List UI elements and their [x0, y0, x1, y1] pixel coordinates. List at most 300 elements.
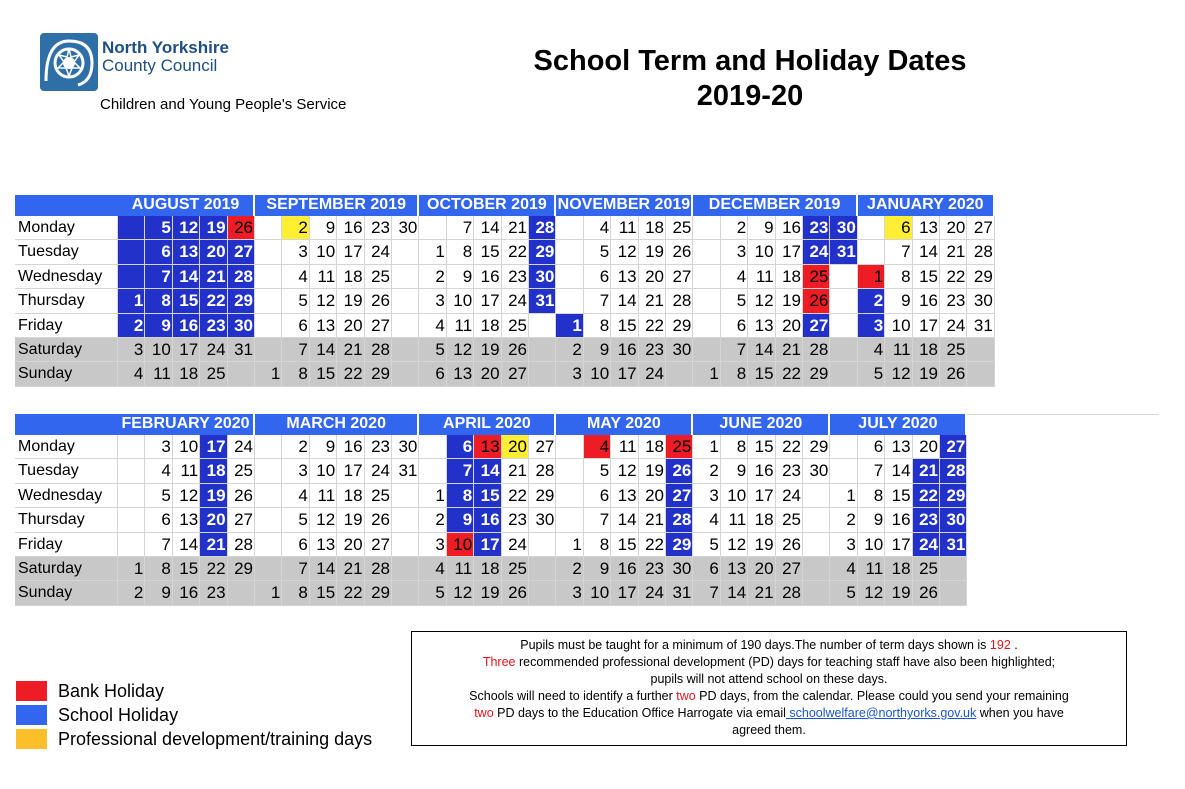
- date-cell: 11: [858, 557, 885, 581]
- date-cell: 11: [721, 508, 748, 532]
- date-cell: 16: [885, 508, 912, 532]
- date-cell: 4: [584, 435, 611, 459]
- date-cell: 2: [858, 289, 885, 313]
- notice-text: PD days, from the calendar. Please could you send your remaining: [695, 689, 1069, 703]
- date-cell: 20: [200, 240, 227, 264]
- date-cell: 11: [310, 265, 337, 289]
- date-cell: 4: [118, 362, 145, 386]
- date-cell: 28: [803, 338, 830, 362]
- date-cell: 2: [419, 508, 446, 532]
- date-cell: 23: [803, 216, 830, 240]
- empty-cell: [940, 557, 967, 581]
- empty-cell: [228, 362, 255, 386]
- date-cell: 27: [967, 216, 994, 240]
- date-cell: 4: [419, 314, 446, 338]
- empty-cell: [529, 314, 556, 338]
- empty-cell: [419, 459, 446, 483]
- notice-text: Schools will need to identify a further: [469, 689, 677, 703]
- date-cell: 22: [913, 484, 940, 508]
- date-cell: 22: [639, 314, 666, 338]
- date-cell: 21: [337, 557, 364, 581]
- date-cell: 24: [803, 240, 830, 264]
- month-title: DECEMBER 2019: [693, 195, 857, 216]
- date-cell: 20: [337, 314, 364, 338]
- notice-highlight: two: [474, 706, 494, 720]
- empty-cell: [255, 533, 282, 557]
- date-cell: 18: [776, 265, 803, 289]
- date-cell: 21: [337, 338, 364, 362]
- date-cell: 12: [173, 216, 200, 240]
- date-cell: 27: [529, 435, 556, 459]
- date-cell: 17: [776, 240, 803, 264]
- date-cell: 7: [584, 508, 611, 532]
- date-cell: 28: [228, 265, 255, 289]
- date-cell: 21: [639, 289, 666, 313]
- date-cell: 31: [392, 459, 419, 483]
- date-cell: 29: [803, 362, 830, 386]
- empty-cell: [255, 508, 282, 532]
- date-cell: 28: [228, 533, 255, 557]
- date-cell: 6: [584, 484, 611, 508]
- empty-cell: [392, 533, 419, 557]
- date-cell: 20: [748, 557, 775, 581]
- date-cell: 6: [282, 314, 309, 338]
- date-cell: 7: [282, 338, 309, 362]
- date-cell: 27: [228, 508, 255, 532]
- date-cell: 7: [721, 338, 748, 362]
- date-cell: 19: [337, 508, 364, 532]
- date-cell: 26: [365, 289, 392, 313]
- date-cell: 19: [474, 581, 501, 605]
- date-cell: 7: [693, 581, 720, 605]
- empty-cell: [118, 484, 145, 508]
- empty-cell: [392, 484, 419, 508]
- date-cell: 14: [173, 533, 200, 557]
- date-cell: 3: [556, 362, 583, 386]
- date-cell: 15: [748, 362, 775, 386]
- date-cell: 4: [419, 557, 446, 581]
- date-cell: 10: [145, 338, 172, 362]
- date-cell: 4: [721, 265, 748, 289]
- date-cell: 9: [858, 508, 885, 532]
- date-cell: 14: [913, 240, 940, 264]
- empty-cell: [666, 362, 693, 386]
- date-cell: 25: [228, 459, 255, 483]
- empty-cell: [392, 338, 419, 362]
- date-cell: 18: [474, 557, 501, 581]
- date-cell: 22: [776, 435, 803, 459]
- date-cell: 14: [173, 265, 200, 289]
- date-cell: 23: [639, 338, 666, 362]
- day-label: Saturday: [15, 557, 118, 581]
- date-cell: 2: [556, 557, 583, 581]
- date-cell: 21: [200, 265, 227, 289]
- date-cell: 15: [913, 265, 940, 289]
- date-cell: 15: [474, 240, 501, 264]
- date-cell: 11: [748, 265, 775, 289]
- empty-cell: [529, 557, 556, 581]
- date-cell: 10: [447, 533, 474, 557]
- empty-cell: [830, 435, 857, 459]
- date-cell: 9: [145, 314, 172, 338]
- date-cell: 21: [639, 508, 666, 532]
- date-cell: 30: [803, 459, 830, 483]
- date-cell: 12: [310, 508, 337, 532]
- date-cell: 17: [337, 240, 364, 264]
- date-cell: 30: [529, 508, 556, 532]
- date-cell: 28: [776, 581, 803, 605]
- day-label: Thursday: [15, 289, 118, 313]
- date-cell: 27: [940, 435, 967, 459]
- legend-label: Bank Holiday: [58, 681, 165, 701]
- date-cell: 28: [666, 289, 693, 313]
- date-cell: 30: [830, 216, 857, 240]
- date-cell: 9: [584, 557, 611, 581]
- date-cell: 11: [611, 435, 638, 459]
- date-cell: 26: [666, 240, 693, 264]
- date-cell: 9: [145, 581, 172, 605]
- date-cell: 24: [365, 240, 392, 264]
- date-cell: 28: [666, 508, 693, 532]
- date-cell: 14: [310, 557, 337, 581]
- date-cell: 5: [858, 362, 885, 386]
- date-cell: 6: [858, 435, 885, 459]
- date-cell: 29: [228, 557, 255, 581]
- date-cell: 22: [940, 265, 967, 289]
- date-cell: 3: [282, 240, 309, 264]
- date-cell: 14: [474, 459, 501, 483]
- date-cell: 9: [748, 216, 775, 240]
- date-cell: 10: [310, 240, 337, 264]
- date-cell: 14: [611, 508, 638, 532]
- date-cell: 10: [310, 459, 337, 483]
- date-cell: 9: [885, 289, 912, 313]
- month-title: MARCH 2020: [255, 414, 419, 435]
- date-cell: 15: [310, 362, 337, 386]
- date-cell: 11: [447, 557, 474, 581]
- empty-cell: [392, 265, 419, 289]
- date-cell: 4: [858, 338, 885, 362]
- empty-cell: [255, 240, 282, 264]
- empty-cell: [803, 484, 830, 508]
- month-title: AUGUST 2019: [118, 195, 255, 216]
- date-cell: 21: [200, 533, 227, 557]
- date-cell: 8: [858, 484, 885, 508]
- empty-cell: [693, 265, 720, 289]
- date-cell: 14: [721, 581, 748, 605]
- date-cell: 2: [556, 338, 583, 362]
- date-cell: 1: [556, 533, 583, 557]
- date-cell: 16: [748, 459, 775, 483]
- date-cell: 6: [584, 265, 611, 289]
- date-cell: 21: [940, 240, 967, 264]
- date-cell: 1: [255, 362, 282, 386]
- date-cell: 14: [748, 338, 775, 362]
- date-cell: 18: [885, 557, 912, 581]
- empty-cell: [255, 289, 282, 313]
- date-cell: 21: [502, 459, 529, 483]
- gap-row: [15, 387, 1159, 415]
- date-cell: 22: [776, 362, 803, 386]
- date-cell: 17: [611, 581, 638, 605]
- empty-cell: [556, 484, 583, 508]
- date-cell: 12: [858, 581, 885, 605]
- date-cell: 25: [666, 435, 693, 459]
- notice-line: [418, 705, 1120, 722]
- date-cell: 11: [885, 338, 912, 362]
- date-cell: 12: [721, 533, 748, 557]
- date-cell: 25: [666, 216, 693, 240]
- date-cell: 29: [666, 314, 693, 338]
- date-cell: 27: [666, 265, 693, 289]
- date-cell: 20: [639, 265, 666, 289]
- date-cell: 11: [145, 362, 172, 386]
- empty-cell: [803, 533, 830, 557]
- date-cell: 23: [200, 581, 227, 605]
- date-cell: 27: [666, 484, 693, 508]
- date-cell: 15: [310, 581, 337, 605]
- notice-line: [418, 654, 1120, 671]
- date-cell: 18: [639, 435, 666, 459]
- date-cell: 30: [228, 314, 255, 338]
- empty-cell: [255, 338, 282, 362]
- month-title: JUNE 2020: [693, 414, 830, 435]
- empty-cell: [118, 265, 145, 289]
- date-cell: 3: [419, 289, 446, 313]
- legend-swatch: [16, 729, 47, 749]
- date-cell: 7: [145, 265, 172, 289]
- date-cell: 1: [419, 484, 446, 508]
- day-label: Sunday: [15, 362, 118, 386]
- date-cell: 19: [748, 533, 775, 557]
- date-cell: 30: [392, 216, 419, 240]
- date-cell: 17: [885, 533, 912, 557]
- date-cell: 16: [474, 508, 501, 532]
- empty-cell: [255, 459, 282, 483]
- date-cell: 2: [721, 216, 748, 240]
- date-cell: 24: [365, 459, 392, 483]
- date-cell: 22: [502, 240, 529, 264]
- day-label: Wednesday: [15, 265, 118, 289]
- date-cell: 5: [419, 338, 446, 362]
- legend-label: School Holiday: [58, 705, 179, 725]
- date-cell: 22: [200, 289, 227, 313]
- date-cell: 9: [310, 435, 337, 459]
- notice-text: .: [1010, 638, 1018, 652]
- date-cell: 31: [967, 314, 994, 338]
- date-cell: 5: [145, 216, 172, 240]
- date-cell: 16: [474, 265, 501, 289]
- date-cell: 30: [392, 435, 419, 459]
- date-cell: 20: [200, 508, 227, 532]
- date-cell: 29: [967, 265, 994, 289]
- empty-cell: [858, 240, 885, 264]
- date-cell: 27: [803, 314, 830, 338]
- date-cell: 25: [502, 314, 529, 338]
- date-cell: 21: [502, 216, 529, 240]
- date-cell: 6: [693, 557, 720, 581]
- date-cell: 30: [940, 508, 967, 532]
- date-cell: 17: [913, 314, 940, 338]
- empty-cell: [967, 338, 994, 362]
- date-cell: 16: [337, 435, 364, 459]
- date-cell: 29: [365, 362, 392, 386]
- date-cell: 8: [584, 533, 611, 557]
- date-cell: 19: [885, 581, 912, 605]
- date-cell: 10: [584, 581, 611, 605]
- date-cell: 13: [474, 435, 501, 459]
- email-link[interactable]: schoolwelfare@northyorks.gov.uk: [785, 706, 977, 720]
- date-cell: 4: [830, 557, 857, 581]
- date-cell: 8: [282, 581, 309, 605]
- empty-cell: [392, 362, 419, 386]
- date-cell: 22: [200, 557, 227, 581]
- date-cell: 23: [502, 265, 529, 289]
- date-cell: 25: [776, 508, 803, 532]
- empty-cell: [118, 533, 145, 557]
- date-cell: 6: [419, 362, 446, 386]
- council-logo: [40, 33, 260, 93]
- date-cell: 24: [639, 362, 666, 386]
- date-cell: 23: [200, 314, 227, 338]
- empty-cell: [693, 338, 720, 362]
- date-cell: 25: [200, 362, 227, 386]
- empty-cell: [803, 508, 830, 532]
- month-title: SEPTEMBER 2019: [255, 195, 419, 216]
- date-cell: 28: [365, 338, 392, 362]
- date-cell: 31: [830, 240, 857, 264]
- date-cell: 11: [173, 459, 200, 483]
- date-cell: 27: [365, 533, 392, 557]
- date-cell: 7: [447, 459, 474, 483]
- date-cell: 15: [885, 484, 912, 508]
- date-cell: 28: [365, 557, 392, 581]
- date-cell: 26: [776, 533, 803, 557]
- empty-cell: [255, 314, 282, 338]
- empty-cell: [529, 533, 556, 557]
- date-cell: 12: [748, 289, 775, 313]
- date-cell: 31: [666, 581, 693, 605]
- date-cell: 7: [145, 533, 172, 557]
- empty-cell: [255, 265, 282, 289]
- date-cell: 19: [200, 484, 227, 508]
- empty-cell: [830, 338, 857, 362]
- date-cell: 22: [337, 362, 364, 386]
- date-cell: 12: [447, 338, 474, 362]
- date-cell: 6: [721, 314, 748, 338]
- date-cell: 13: [913, 216, 940, 240]
- empty-cell: [118, 508, 145, 532]
- notice-text: PD days to the Education Office Harrogate via email: [493, 706, 786, 720]
- date-cell: 29: [529, 484, 556, 508]
- date-cell: 29: [803, 435, 830, 459]
- date-cell: 10: [721, 484, 748, 508]
- month-title: FEBRUARY 2020: [118, 414, 255, 435]
- date-cell: 23: [776, 459, 803, 483]
- date-cell: 28: [967, 240, 994, 264]
- date-cell: 3: [118, 338, 145, 362]
- date-cell: 2: [830, 508, 857, 532]
- month-title: NOVEMBER 2019: [556, 195, 693, 216]
- date-cell: 23: [365, 216, 392, 240]
- date-cell: 15: [611, 314, 638, 338]
- empty-cell: [392, 581, 419, 605]
- date-cell: 7: [858, 459, 885, 483]
- day-label: Tuesday: [15, 240, 118, 264]
- date-cell: 30: [666, 338, 693, 362]
- day-label: Friday: [15, 533, 118, 557]
- date-cell: 12: [447, 581, 474, 605]
- service-name: Children and Young People's Service: [100, 96, 347, 113]
- date-cell: 30: [967, 289, 994, 313]
- date-cell: 1: [858, 265, 885, 289]
- date-cell: 3: [693, 484, 720, 508]
- day-label: Monday: [15, 216, 118, 240]
- empty-cell: [556, 435, 583, 459]
- date-cell: 23: [940, 289, 967, 313]
- date-cell: 2: [282, 435, 309, 459]
- month-title: JANUARY 2020: [858, 195, 995, 216]
- date-cell: 5: [584, 240, 611, 264]
- date-cell: 8: [721, 435, 748, 459]
- date-cell: 9: [447, 508, 474, 532]
- date-cell: 13: [885, 435, 912, 459]
- date-cell: 5: [721, 289, 748, 313]
- date-cell: 4: [282, 265, 309, 289]
- date-cell: 9: [447, 265, 474, 289]
- date-cell: 7: [447, 216, 474, 240]
- date-cell: 18: [337, 265, 364, 289]
- empty-cell: [118, 459, 145, 483]
- date-cell: 13: [748, 314, 775, 338]
- date-cell: 25: [913, 557, 940, 581]
- date-cell: 3: [145, 435, 172, 459]
- date-cell: 13: [611, 484, 638, 508]
- date-cell: 28: [529, 216, 556, 240]
- empty-cell: [255, 216, 282, 240]
- date-cell: 15: [611, 533, 638, 557]
- date-cell: 30: [666, 557, 693, 581]
- date-cell: 28: [529, 459, 556, 483]
- date-cell: 31: [228, 338, 255, 362]
- date-cell: 26: [940, 362, 967, 386]
- date-cell: 17: [748, 484, 775, 508]
- empty-cell: [693, 216, 720, 240]
- date-cell: 5: [584, 459, 611, 483]
- date-cell: 12: [611, 459, 638, 483]
- date-cell: 19: [200, 216, 227, 240]
- date-cell: 25: [365, 265, 392, 289]
- date-cell: 13: [721, 557, 748, 581]
- empty-cell: [693, 240, 720, 264]
- date-cell: 16: [913, 289, 940, 313]
- date-cell: 18: [474, 314, 501, 338]
- date-cell: 8: [721, 362, 748, 386]
- date-cell: 26: [502, 338, 529, 362]
- date-cell: 20: [502, 435, 529, 459]
- date-cell: 14: [885, 459, 912, 483]
- empty-cell: [556, 508, 583, 532]
- date-cell: 29: [940, 484, 967, 508]
- month-title: JULY 2020: [830, 414, 967, 435]
- date-cell: 1: [693, 435, 720, 459]
- date-cell: 23: [913, 508, 940, 532]
- date-cell: 5: [282, 508, 309, 532]
- empty-cell: [830, 265, 857, 289]
- date-cell: 16: [337, 216, 364, 240]
- legend-label: Professional development/training days: [58, 729, 373, 749]
- date-cell: 3: [556, 581, 583, 605]
